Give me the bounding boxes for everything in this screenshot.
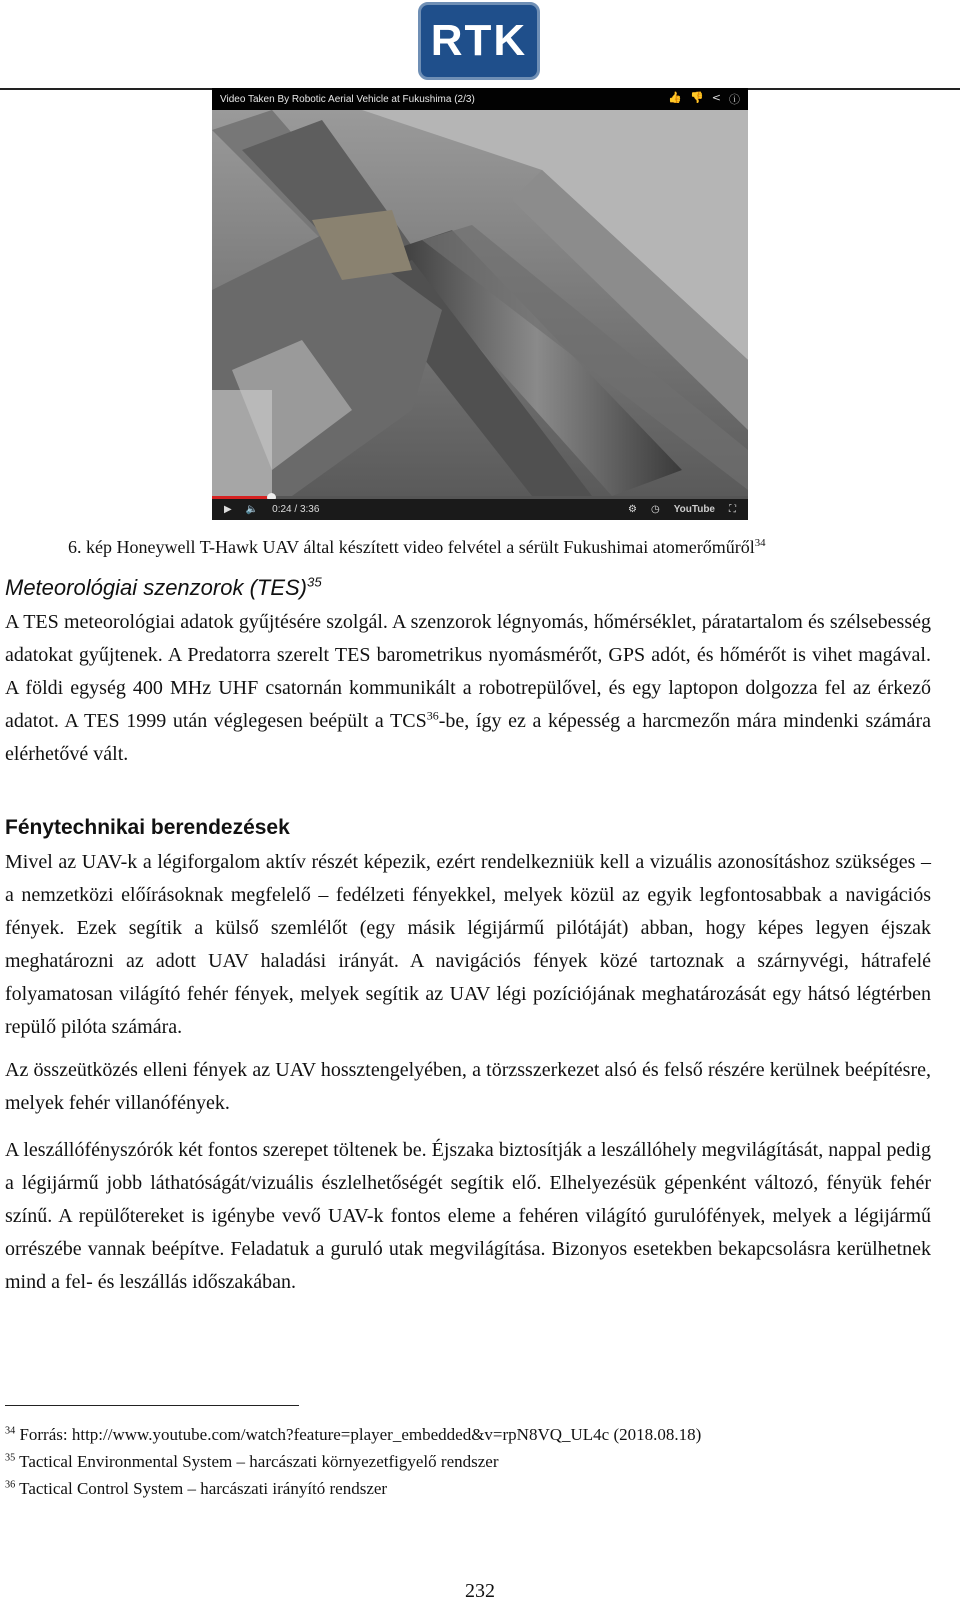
heading-footnote-ref[interactable]: 35 <box>307 574 322 590</box>
paragraph-footnote-ref[interactable]: 36 <box>426 708 439 723</box>
video-time: 0:24 / 3:36 <box>272 504 320 515</box>
footnote-rule <box>5 1405 299 1406</box>
footnote-text: Tactical Control System – harcászati irányító rendszer <box>19 1479 388 1498</box>
footnote-number: 34 <box>5 1425 16 1437</box>
footnote-36 <box>5 1479 387 1499</box>
video-player[interactable] <box>212 88 748 520</box>
section-heading-tes <box>5 575 322 601</box>
volume-icon[interactable]: 🔈 <box>245 504 259 515</box>
paragraph-anti-collision-lights: Az összeütközés elleni fények az UAV hossztengelyében, a törzsszerkezet alsó és felső részére kerülnek beépítésre, melyek fehér villanófények. <box>5 1059 931 1114</box>
play-icon[interactable]: ▶ <box>224 504 232 515</box>
video-frame-image <box>212 110 748 496</box>
heading-text: Meteorológiai szenzorok (TES) <box>5 575 308 600</box>
paragraph-landing-lights: A leszállófényszórók két fontos szerepet töltenek be. Éjszaka biztosítják a leszállóhely megvilágítását, nappal pedig a légijármű jobb láthatóságát/vizuális észlelhetőségét segítik elő. Elhelyezésük gépenként változó, fényük fehér színű. A repülőtereket is igénybe vevő UAV-k fontos eleme a fehéren világító gurulófények, melyek a légijármű orrészébe vannak beépítve. Feladatuk a guruló utak megvilágítása. Bizonyos esetekben bekapcsolásra kerülhetnek mind a fel- és leszállás időszakában. <box>5 1139 931 1293</box>
section-heading-lighting: Fénytechnikai berendezések <box>5 816 290 839</box>
paragraph-navigation-lights: Mivel az UAV-k a légiforgalom aktív részét képezik, ezért rendelkezniük kell a vizuális azonosításhoz szükséges – a nemzetközi előírásoknak megfelelő – fedélzeti fényekkel, melyek közül az egyik legfontosabbak a navigációs fények. Ezek segítik a külső szemlélőt (egy másik légijármű pilótáját) abban, hogy képes legyen éjszak meghatározni az adott UAV haladási irányát. A navigációs fények közé tartoznak a szárnyvégi, hátrafelé folyamatosan világító fehér fények, melyek segítik az UAV légi pozíciójának meghatározását egy hátsó légtérben repülő pilóta számára. <box>5 851 931 1038</box>
footnote-34 <box>5 1425 701 1445</box>
footnote-text[interactable]: Forrás: http://www.youtube.com/watch?feature=player_embedded&v=rpN8VQ_UL4c (2018.08.18) <box>19 1425 702 1444</box>
watch-later-icon[interactable]: ◷ <box>650 504 660 515</box>
rtk-logo <box>418 2 540 80</box>
caption-footnote-ref[interactable]: 34 <box>754 537 766 549</box>
video-title[interactable]: Video Taken By Robotic Aerial Vehicle at Fukushima (2/3) <box>220 93 475 105</box>
info-icon[interactable]: ⓘ <box>729 93 740 106</box>
footnote-text: Tactical Environmental System – harcászati környezetfigyelő rendszer <box>19 1452 499 1471</box>
share-icon[interactable]: < <box>711 91 721 104</box>
paragraph-text: A TES meteorológiai adatok gyűjtésére szolgál. A szenzorok légnyomás, hőmérséklet, páratartalom és szélsebesség adatokat gyűjtenek. A Predatorra szerelt TES barometrikus nyomásmérőt, GPS adót, és hőmérőt is vihet magával. A földi egység 400 MHz UHF csatornán kommunikált a robotrepülővel, és egy laptopon dolgozza fel az érkező adatot. A TES 1999 után véglegesen beépült a TCS <box>5 611 931 732</box>
youtube-logo[interactable]: YouTube <box>673 504 715 515</box>
page-number: 232 <box>465 1580 495 1602</box>
fullscreen-icon[interactable]: ⛶ <box>729 504 736 515</box>
dislike-icon[interactable]: 👎 <box>690 91 704 104</box>
video-controls <box>212 499 748 520</box>
caption-text: 6. kép Honeywell T-Hawk UAV által készített video felvétel a sérült Fukushimai atomerőműről <box>68 537 755 557</box>
paragraph-tes <box>5 606 931 771</box>
figure-caption <box>68 537 766 558</box>
like-icon[interactable]: 👍 <box>668 91 683 104</box>
settings-icon[interactable]: ⚙ <box>628 504 637 515</box>
logo-text: RTK <box>430 16 528 65</box>
footnote-35 <box>5 1452 498 1472</box>
paragraph-text-cont: -be, így ez a képesség a harcmezőn mára mindenki számára elérhetővé vált. <box>5 710 931 765</box>
footnote-number: 36 <box>5 1479 16 1491</box>
video-title-bar <box>212 88 748 110</box>
video-title-icons <box>668 91 740 107</box>
footnote-number: 35 <box>5 1452 16 1464</box>
